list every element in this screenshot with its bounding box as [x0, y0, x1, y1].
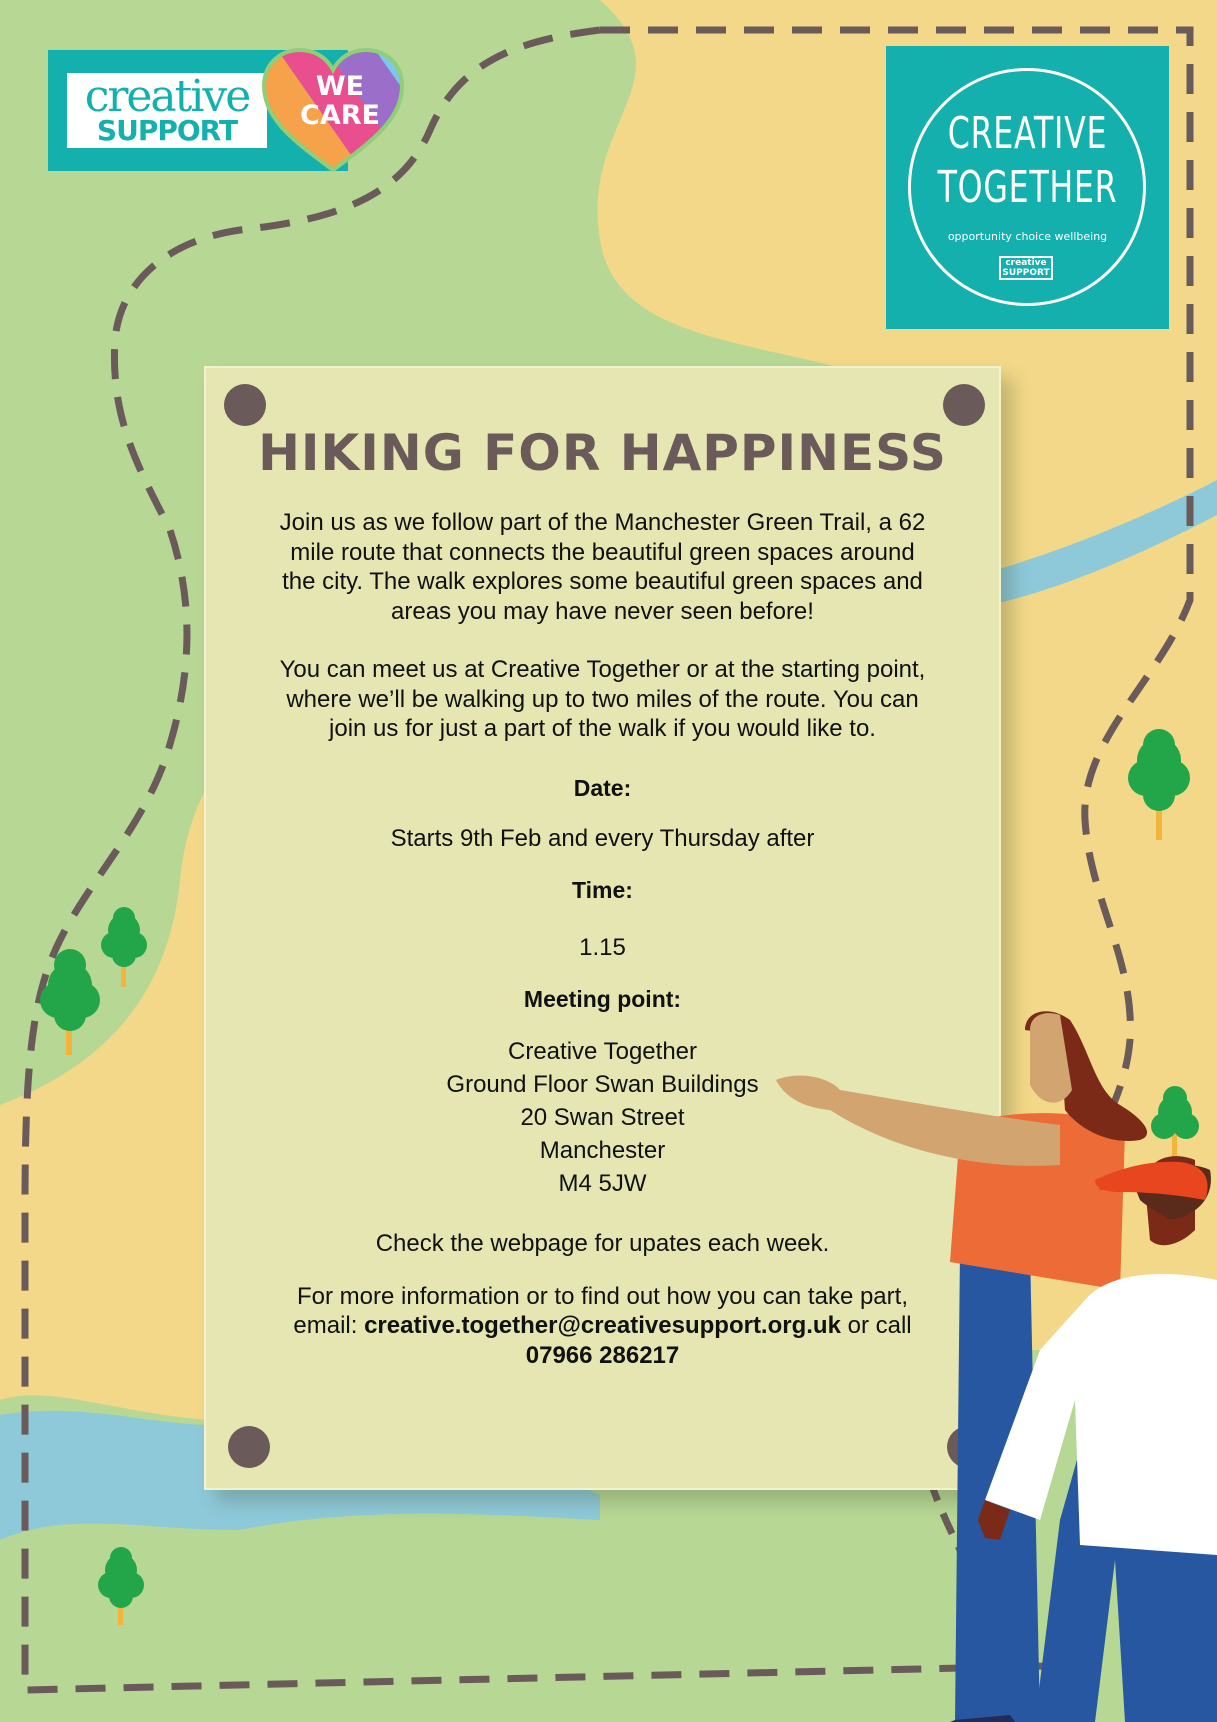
meet-line: where we’ll be walking up to two miles of the route. You can	[286, 685, 919, 713]
call-prefix: or call	[840, 1312, 912, 1339]
contact-phone[interactable]: 07966 286217	[525, 1341, 680, 1369]
address-line: Ground Floor Swan Buildings	[446, 1070, 759, 1098]
mini-logo-line-2: SUPPORT	[1002, 268, 1050, 278]
poster-body	[246, 508, 959, 1370]
we-care-line-1: WE	[315, 71, 365, 102]
address-line: Creative Together	[508, 1037, 697, 1065]
meeting-address	[246, 1035, 959, 1200]
contact-paragraph	[246, 1282, 959, 1371]
intro-paragraph	[246, 508, 959, 626]
notice-board	[204, 366, 1001, 1490]
date-value: Starts 9th Feb and every Thursday after	[390, 824, 815, 852]
mini-creative-support-logo	[999, 256, 1053, 280]
mini-logo-line-1: creative	[1005, 258, 1047, 268]
contact-line: For more information or to find out how you can take part,	[297, 1282, 908, 1310]
logo-tagline: opportunity choice wellbeing	[947, 230, 1108, 243]
intro-line: mile route that connects the beautiful green spaces around	[290, 538, 915, 566]
pin-icon	[947, 1426, 989, 1468]
pin-icon	[943, 384, 985, 426]
email-prefix: email:	[293, 1312, 365, 1339]
address-line: Manchester	[539, 1136, 666, 1164]
address-line: 20 Swan Street	[520, 1103, 685, 1131]
updates-note: Check the webpage for upates each week.	[375, 1229, 830, 1257]
meet-paragraph	[246, 655, 959, 744]
date-label: Date:	[573, 774, 632, 801]
creative-support-wordmark	[66, 72, 268, 149]
pin-icon	[224, 384, 266, 426]
intro-line: Join us as we follow part of the Manchester Green Trail, a 62	[279, 509, 926, 536]
logo-word-creative: creative	[84, 71, 250, 122]
time-label: Time:	[572, 876, 633, 903]
contact-email-link[interactable]: creative.together@creativesupport.org.uk	[364, 1312, 841, 1339]
we-care-text	[292, 72, 388, 130]
time-value: 1.15	[579, 933, 626, 961]
intro-line: the city. The walk explores some beautiful green spaces and	[282, 568, 923, 595]
poster-title: HIKING FOR HAPPINESS	[258, 424, 947, 482]
meet-line: You can meet us at Creative Together or at the starting point,	[279, 656, 926, 683]
intro-line: areas you may have never seen before!	[391, 597, 814, 625]
logo-word-creative-upper: CREATIVE	[947, 108, 1108, 159]
creative-together-logo	[886, 46, 1169, 329]
we-care-line-2: CARE	[300, 100, 380, 131]
contact-line	[246, 1311, 959, 1341]
logo-word-support: SUPPORT	[96, 114, 238, 147]
meeting-point-label: Meeting point:	[523, 985, 682, 1012]
logo-word-together: TOGETHER	[937, 162, 1118, 213]
address-line: M4 5JW	[558, 1169, 647, 1197]
pin-icon	[228, 1426, 270, 1468]
meet-line: join us for just a part of the walk if you would like to.	[329, 715, 876, 742]
